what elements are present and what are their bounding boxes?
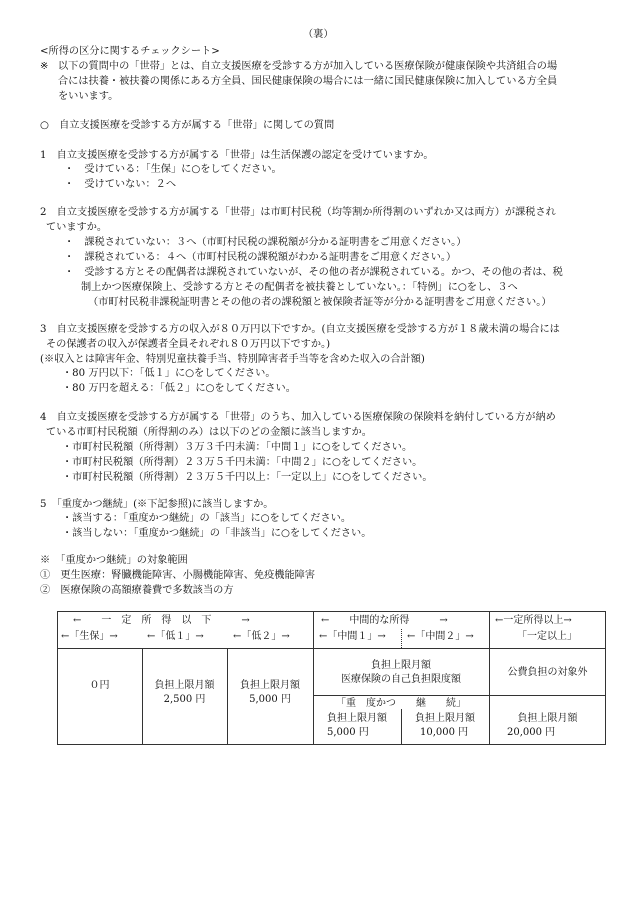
scope-item: ② 医療保険の高額療養費で多数該当の方 [40, 585, 234, 596]
question-2-option-cont: 制上かつ医療保険上、受診する方とその配偶者を被扶養としていない。：「特例」に○をし、３へ [81, 282, 518, 293]
question-2-option: ・ 課税されていない：３へ（市町村民税の課税額が分かる証明書をご用意ください。） [64, 237, 467, 248]
seiho-amount: ０円 [89, 680, 110, 691]
header-high-income: ←一定所得以上→ [495, 615, 572, 626]
low1-amount: 2,500 円 [163, 694, 206, 705]
category-middle1: ←「中間１」→ [319, 631, 386, 642]
question-3-cont: その保護者の収入が保護者全員それぞれ８０万円以下ですか。) [46, 339, 331, 350]
question-4-cont: ている市町村民税額（所得割のみ）は以下のどの金額に該当しますか。 [46, 427, 372, 438]
severe-limit-amount: 10,000 円 [420, 727, 469, 738]
category-seiho: ←「生保」→ [61, 631, 118, 642]
question-1-option: ・ 受けている：「生保」に○をしてください。 [64, 164, 282, 175]
category-high: 「一定以上」 [517, 631, 577, 642]
question-3-option: ・80 万円以下：「低１」に○をしてください。 [62, 368, 276, 379]
note-line: 以下の質問中の「世帯」とは、自立支援医療を受診する方が加入している医療保険が健康保険や共済組合の場 [58, 61, 558, 72]
severe-limit-amount: 5,000 円 [327, 727, 369, 738]
question-1-option: ・ 受けていない：２へ [64, 179, 177, 190]
middle-caption: 医療保険の自己負担限度額 [341, 674, 461, 685]
question-2-option: ・ 受診する方とその配偶者は課税されていないが、その他の者が課税されている。かつ、その他の者は、税 [64, 267, 563, 278]
question-5: 5 「重度かつ継続」(※下記参照)に該当しますか。 [40, 499, 274, 510]
scope-heading: ※ 「重度かつ継続」の対象範囲 [40, 555, 188, 566]
category-low2: ←「低２」→ [233, 631, 290, 642]
note-mark: ※ [40, 61, 49, 72]
severe-limit-label: 負担上限月額 [517, 713, 578, 724]
question-4: 4 自立支援医療を受診する方が属する「世帯」のうち、加入している医療保険の保険料を納付している方が納め [40, 412, 556, 423]
scope-item: ① 更生医療：腎臓機能障害、小腸機能障害、免疫機能障害 [40, 570, 316, 581]
question-1: 1 自立支援医療を受診する方が属する「世帯」は生活保護の認定を受けていますか。 [40, 150, 434, 161]
low2-label: 負担上限月額 [240, 680, 300, 691]
severe-limit-label: 負担上限月額 [415, 713, 475, 724]
note-line: 合には扶養・被扶養の関係にある方全員、国民健康保険の場合には一緒に国民健康保険に加入している方全員 [58, 76, 558, 87]
page-title: <所得の区分に関するチェックシート> [40, 46, 220, 57]
question-4-option: ・市町村民税額（所得割）３万３千円未満：「中間１」に○をしてください。 [62, 442, 413, 453]
question-3: 3 自立支援医療を受診する方の収入が８０万円以下ですか。(自立支援医療を受診する方が１８歳未満の場合には [40, 324, 560, 335]
question-4-option: ・市町村民税額（所得割）２３万５千円以上：「一定以上」に○をしてください。 [62, 472, 433, 483]
question-3-option: ・80 万円を超える：「低２」に○をしてください。 [62, 383, 296, 394]
severe-limit-amount: 20,000 円 [507, 727, 556, 738]
low2-amount: 5,000 円 [249, 694, 291, 705]
category-low1: ←「低１」→ [147, 631, 204, 642]
category-middle2: ←「中間２」→ [407, 631, 474, 642]
section-heading: ○ 自立支援医療を受診する方が属する「世帯」に関しての質問 [40, 120, 335, 131]
question-3-note: (※収入とは障害年金、特別児童扶養手当、特別障害者手当等を含めた収入の合計額) [40, 354, 425, 365]
question-5-option: ・該当しない：「重度かつ継続」の「非該当」に○をしてください。 [62, 528, 372, 539]
header-middle-income: ← 中間的な所得 → [321, 615, 448, 626]
low1-label: 負担上限月額 [154, 680, 215, 691]
question-5-option: ・該当する：「重度かつ継続」の「該当」に○をしてください。 [62, 513, 352, 524]
header-low-income: ← 一 定 所 得 以 下 → [73, 615, 250, 626]
question-2: 2 自立支援医療を受診する方が属する「世帯」は市町村民税（均等割か所得割のいずれか又は両方）が課税され [40, 207, 556, 218]
question-4-option: ・市町村民税額（所得割）２３万５千円未満：「中間２」に○をしてください。 [62, 457, 423, 468]
income-table [57, 611, 606, 745]
page-label: （裏） [303, 29, 334, 40]
middle-caption: 負担上限月額 [371, 660, 431, 671]
severe-limit-label: 負担上限月額 [327, 713, 387, 724]
public-expense-excluded: 公費負担の対象外 [507, 667, 588, 678]
question-2-option: ・ 課税されている：４へ（市町村民税の課税額がわかる証明書をご用意ください。） [64, 252, 457, 263]
note-line: をいいます。 [58, 91, 119, 102]
severe-continuous-label: 「重 度かつ 継 続」 [336, 698, 466, 709]
question-2-cont: ていますか。 [46, 222, 108, 233]
question-2-option-cont: （市町村民税非課税証明書とその他の者の課税額と被保険者証等が分かる証明書をご用意ください。） [88, 297, 552, 308]
